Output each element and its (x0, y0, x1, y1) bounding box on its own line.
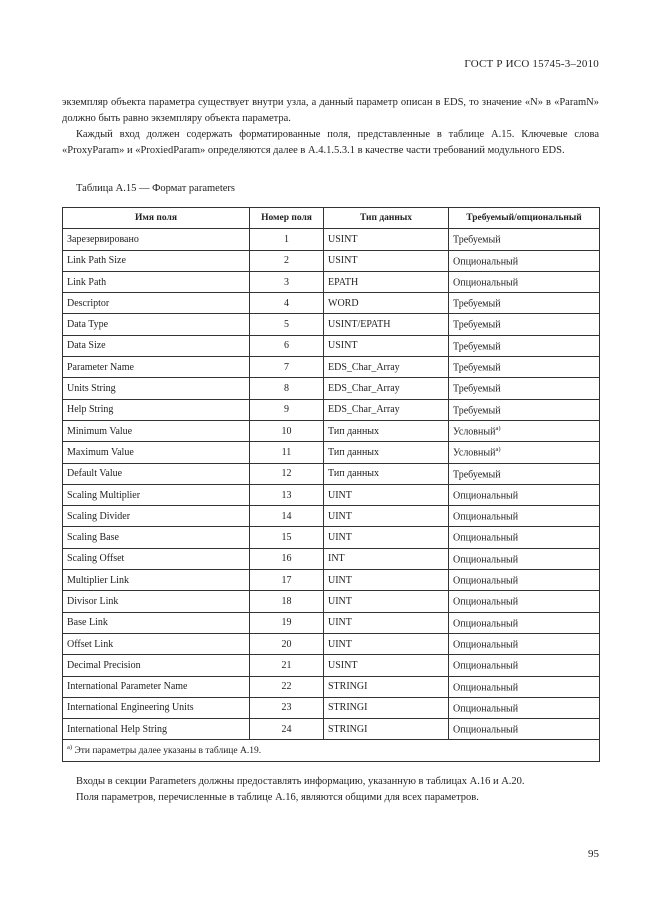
required-value: Условный (453, 447, 496, 459)
required-value: Опциональный (453, 596, 519, 608)
cell-data-type: USINT (324, 229, 449, 250)
cell-field-name: Scaling Divider (63, 506, 250, 527)
cell-field-name: Base Link (63, 612, 250, 633)
cell-required (449, 463, 600, 484)
cell-field-number: 20 (250, 633, 324, 654)
intro-paragraph-2: Каждый вход должен содержать форматированные поля, представленные в таблице A.15. Ключевые слова «ProxyParam» и «ProxiedParam» определяются далее в A.4.1.5.3.1 в качестве части требований модульного EDS. (62, 129, 599, 156)
cell-data-type: UINT (324, 506, 449, 527)
intro-paragraph-1: экземпляр объекта параметра существует внутри узла, а данный параметр описан в EDS, то значение «N» в «ParamN» должно быть равно экземпляру объекта параметра. (62, 97, 599, 124)
cell-field-name: Link Path Size (63, 250, 250, 271)
cell-data-type: USINT (324, 655, 449, 676)
cell-data-type: EPATH (324, 271, 449, 292)
cell-data-type: Тип данных (324, 442, 449, 463)
required-value: Опциональный (453, 255, 519, 267)
cell-data-type: Тип данных (324, 420, 449, 441)
required-value: Опциональный (453, 703, 519, 715)
cell-required (449, 591, 600, 612)
cell-field-name: Offset Link (63, 633, 250, 654)
table-row (63, 527, 600, 548)
cell-field-number: 2 (250, 250, 324, 271)
cell-field-name: International Help String (63, 719, 250, 740)
cell-required (449, 420, 600, 441)
cell-required (449, 335, 600, 356)
table-row (63, 506, 600, 527)
cell-field-name: Scaling Offset (63, 548, 250, 569)
cell-field-number: 16 (250, 548, 324, 569)
cell-data-type: UINT (324, 484, 449, 505)
cell-required (449, 548, 600, 569)
required-value: Опциональный (453, 554, 519, 566)
cell-data-type: Тип данных (324, 463, 449, 484)
cell-required (449, 229, 600, 250)
cell-field-number: 22 (250, 676, 324, 697)
cell-data-type: USINT/EPATH (324, 314, 449, 335)
required-value: Опциональный (453, 511, 519, 523)
cell-field-name: Data Size (63, 335, 250, 356)
cell-field-number: 4 (250, 293, 324, 314)
required-value: Требуемый (453, 234, 501, 246)
cell-field-number: 15 (250, 527, 324, 548)
required-value: Опциональный (453, 660, 519, 672)
required-value: Опциональный (453, 532, 519, 544)
footnote-ref: a) (495, 424, 501, 432)
cell-required (449, 250, 600, 271)
page-number: 95 (588, 848, 599, 860)
cell-required (449, 484, 600, 505)
table-row (63, 548, 600, 569)
table-row (63, 612, 600, 633)
required-value: Требуемый (453, 362, 501, 374)
cell-field-number: 13 (250, 484, 324, 505)
cell-field-number: 10 (250, 420, 324, 441)
cell-field-number: 6 (250, 335, 324, 356)
cell-field-name: Minimum Value (63, 420, 250, 441)
footnote-mark: a) (67, 744, 73, 752)
outro-paragraph-1: Входы в секции Parameters должны предоставлять информацию, указанную в таблицах A.16 и A.20. (76, 776, 525, 787)
cell-field-number: 14 (250, 506, 324, 527)
parameters-format-table (62, 207, 600, 762)
required-value: Опциональный (453, 724, 519, 736)
table-row (63, 633, 600, 654)
required-value: Опциональный (453, 277, 519, 289)
cell-field-name: Parameter Name (63, 357, 250, 378)
required-value: Опциональный (453, 490, 519, 502)
cell-data-type: USINT (324, 335, 449, 356)
cell-required (449, 442, 600, 463)
table-row (63, 676, 600, 697)
cell-required (449, 378, 600, 399)
cell-data-type: EDS_Char_Array (324, 378, 449, 399)
cell-field-name: International Engineering Units (63, 697, 250, 718)
cell-field-name: Multiplier Link (63, 570, 250, 591)
cell-required (449, 633, 600, 654)
table-row (63, 271, 600, 292)
cell-data-type: UINT (324, 591, 449, 612)
table-footnote (63, 740, 600, 761)
cell-required (449, 676, 600, 697)
cell-field-number: 3 (250, 271, 324, 292)
required-value: Опциональный (453, 639, 519, 651)
cell-field-number: 9 (250, 399, 324, 420)
required-value: Опциональный (453, 575, 519, 587)
column-header-field-number: Номер поля (250, 208, 324, 229)
cell-field-name: International Parameter Name (63, 676, 250, 697)
cell-data-type: WORD (324, 293, 449, 314)
required-value: Требуемый (453, 383, 501, 395)
cell-required (449, 570, 600, 591)
table-row (63, 591, 600, 612)
required-value: Опциональный (453, 617, 519, 629)
cell-field-number: 11 (250, 442, 324, 463)
document-id: ГОСТ Р ИСО 15745-3–2010 (464, 58, 599, 70)
required-value: Условный (453, 426, 496, 438)
required-value: Требуемый (453, 468, 501, 480)
cell-field-name: Help String (63, 399, 250, 420)
footnote-row (63, 740, 600, 761)
table-row (63, 719, 600, 740)
cell-required (449, 719, 600, 740)
required-value: Требуемый (453, 404, 501, 416)
table-row (63, 357, 600, 378)
cell-required (449, 293, 600, 314)
table-row (63, 399, 600, 420)
required-value: Требуемый (453, 298, 501, 310)
cell-data-type: UINT (324, 612, 449, 633)
cell-required (449, 527, 600, 548)
column-header-data-type: Тип данных (324, 208, 449, 229)
cell-field-number: 17 (250, 570, 324, 591)
table-row (63, 420, 600, 441)
footnote-text: Эти параметры далее указаны в таблице A.19. (74, 746, 262, 757)
cell-required (449, 612, 600, 633)
cell-field-name: Data Type (63, 314, 250, 335)
table-row (63, 463, 600, 484)
required-value: Опциональный (453, 681, 519, 693)
table-row (63, 442, 600, 463)
cell-data-type: UINT (324, 570, 449, 591)
cell-field-name: Scaling Multiplier (63, 484, 250, 505)
column-header-required: Требуемый/опциональный (449, 208, 600, 229)
required-value: Требуемый (453, 341, 501, 353)
cell-field-name: Default Value (63, 463, 250, 484)
required-value: Требуемый (453, 319, 501, 331)
table-row (63, 378, 600, 399)
cell-required (449, 357, 600, 378)
cell-field-name: Units String (63, 378, 250, 399)
cell-required (449, 506, 600, 527)
table-caption: Таблица A.15 — Формат parameters (76, 183, 235, 194)
cell-field-number: 1 (250, 229, 324, 250)
table-header-row (63, 208, 600, 229)
cell-required (449, 271, 600, 292)
table-row (63, 229, 600, 250)
table-row (63, 697, 600, 718)
cell-field-name: Divisor Link (63, 591, 250, 612)
cell-data-type: UINT (324, 527, 449, 548)
cell-field-number: 7 (250, 357, 324, 378)
cell-field-name: Maximum Value (63, 442, 250, 463)
table-row (63, 655, 600, 676)
cell-field-number: 21 (250, 655, 324, 676)
cell-data-type: EDS_Char_Array (324, 399, 449, 420)
cell-field-name: Decimal Precision (63, 655, 250, 676)
table-row (63, 314, 600, 335)
outro-paragraph-2: Поля параметров, перечисленные в таблице A.16, являются общими для всех параметров. (76, 792, 479, 803)
outro-text (62, 774, 599, 806)
cell-data-type: EDS_Char_Array (324, 357, 449, 378)
table-row (63, 293, 600, 314)
cell-field-number: 19 (250, 612, 324, 633)
cell-data-type: STRINGI (324, 719, 449, 740)
footnote-ref: a) (495, 446, 501, 454)
cell-field-number: 5 (250, 314, 324, 335)
cell-required (449, 314, 600, 335)
cell-required (449, 697, 600, 718)
cell-required (449, 655, 600, 676)
table-row (63, 570, 600, 591)
cell-field-name: Descriptor (63, 293, 250, 314)
intro-text (62, 95, 599, 159)
cell-data-type: UINT (324, 633, 449, 654)
column-header-field-name: Имя поля (63, 208, 250, 229)
cell-data-type: USINT (324, 250, 449, 271)
table-row (63, 250, 600, 271)
cell-field-number: 12 (250, 463, 324, 484)
cell-required (449, 399, 600, 420)
cell-data-type: INT (324, 548, 449, 569)
cell-field-number: 8 (250, 378, 324, 399)
table-row (63, 335, 600, 356)
table-row (63, 484, 600, 505)
cell-field-number: 18 (250, 591, 324, 612)
cell-data-type: STRINGI (324, 697, 449, 718)
cell-field-number: 24 (250, 719, 324, 740)
cell-field-name: Зарезервировано (63, 229, 250, 250)
cell-field-name: Scaling Base (63, 527, 250, 548)
cell-field-number: 23 (250, 697, 324, 718)
cell-field-name: Link Path (63, 271, 250, 292)
cell-data-type: STRINGI (324, 676, 449, 697)
